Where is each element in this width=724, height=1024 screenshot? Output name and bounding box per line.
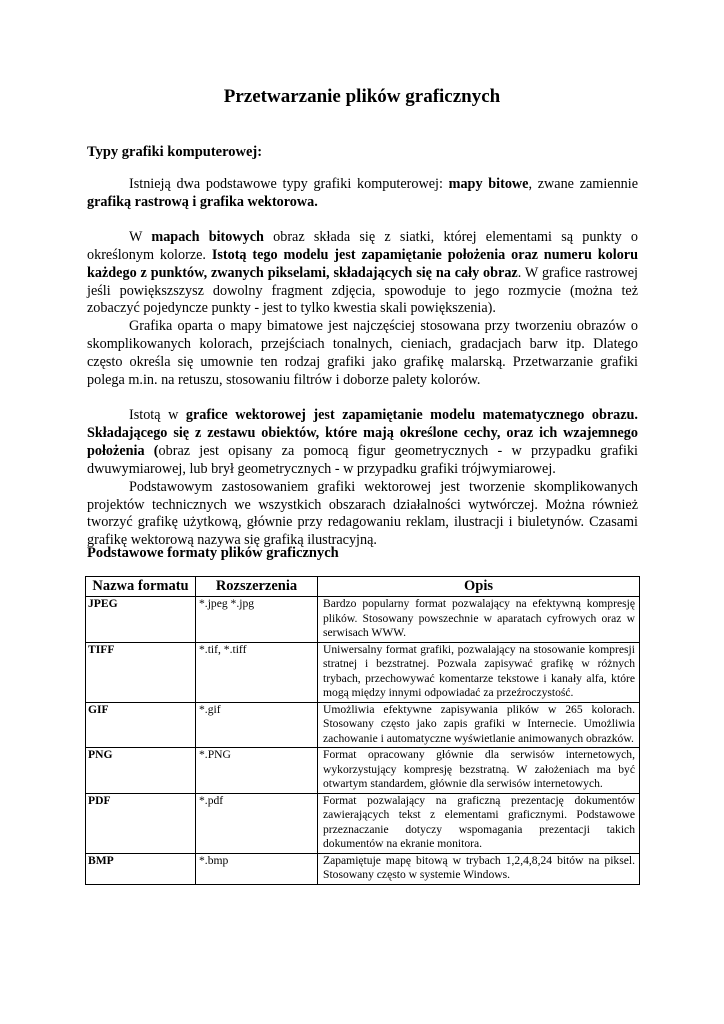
format-name: PNG: [86, 748, 196, 794]
paragraph-vector: Istotą w grafice wektorowej jest zapamiętanie modelu matematycznego obrazu. Składającego się z zestawu obiektów, które mają określone cechy, oraz ich wzajemnego położenia (obraz jest opisany za pomocą figur geometrycznych - w przypadku grafiki dwuwymiarowej, lub brył geometrycznych - w przypadku grafiki trójwymiarowej.: [87, 406, 638, 477]
format-name: BMP: [86, 853, 196, 884]
paragraph-bitmap-usage: Grafika oparta o mapy bimatowe jest najczęściej stosowana przy tworzeniu obrazów o skomplikowanych kolorach, przejściach tonalnych, cieniach, gradacjach barw itp. Dlatego często określa się umownie ten rodzaj grafiki jako grafikę malarską. Przetwarzanie grafiki polega m.in. na retuszu, stosowaniu filtrów i doborze palety kolorów.: [87, 318, 638, 389]
format-extensions: *.pdf: [196, 793, 318, 853]
table-row: [86, 597, 640, 643]
format-name: PDF: [86, 793, 196, 853]
paragraph-intro: Istnieją dwa podstawowe typy grafiki komputerowej: mapy bitowe, zwane zamiennie grafiką rastrową i grafika wektorowa.: [87, 176, 638, 210]
format-extensions: *.bmp: [196, 853, 318, 884]
section-heading-types: Typy grafiki komputerowej:: [87, 144, 263, 160]
paragraph-vector-usage: Podstawowym zastosowaniem grafiki wektorowej jest tworzenie skomplikowanych projektów technicznych we wszystkich obszarach działalności wytwórczej. Można również tworzyć grafikę użytkową, głównie przy redagowaniu reklam, ilustracji i biuletynów. Czasami grafikę wektorową nazywa się grafiką ilustracyjną.: [87, 478, 638, 549]
column-header-description: Opis: [318, 577, 640, 597]
format-extensions: *.gif: [196, 702, 318, 748]
column-header-extensions: Rozszerzenia: [196, 577, 318, 597]
table-header-row: [86, 577, 640, 597]
text-block-graphics-types: [87, 176, 638, 550]
format-description: Bardzo popularny format pozwalający na efektywną kompresję plików. Stosowany powszechnie w aparatach cyfrowych oraz w serwisach WWW.: [318, 597, 640, 643]
format-extensions: *.jpeg *.jpg: [196, 597, 318, 643]
column-header-name: Nazwa formatu: [86, 577, 196, 597]
format-description: Umożliwia efektywne zapisywania plików w 265 kolorach. Stosowany często jako zapis grafiki w Internecie. Umożliwia zachowanie i automatyczne wyświetlanie animowanych obrazków.: [318, 702, 640, 748]
formats-table: [85, 576, 640, 885]
format-extensions: *.tif, *.tiff: [196, 642, 318, 702]
format-description: Format opracowany głównie dla serwisów internetowych, wykorzystujący kompresję bezstratną. W założeniach ma być otwartym standardem, głównie dla serwisów internetowych.: [318, 748, 640, 794]
table-row: [86, 642, 640, 702]
format-description: Uniwersalny format grafiki, pozwalający na stosowanie kompresji stratnej i bezstratnej. Pozwala zapisywać grafikę w różnych trybach, przechowywać komentarze tekstowe i kanały alfa, które mogą między innymi odpowiadać za przeźroczystość.: [318, 642, 640, 702]
format-description: Zapamiętuje mapę bitową w trybach 1,2,4,8,24 bitów na piksel. Stosowany często w systemie Windows.: [318, 853, 640, 884]
table-row: [86, 853, 640, 884]
format-name: JPEG: [86, 597, 196, 643]
format-extensions: *.PNG: [196, 748, 318, 794]
format-name: TIFF: [86, 642, 196, 702]
table-row: [86, 748, 640, 794]
section-heading-formats: Podstawowe formaty plików graficznych: [87, 545, 339, 561]
table-row: [86, 702, 640, 748]
table-row: [86, 793, 640, 853]
paragraph-bitmaps: W mapach bitowych obraz składa się z siatki, której elementami są punkty o określonym kolorze. Istotą tego modelu jest zapamiętanie położenia oraz numeru koloru każdego z punktów, zwanych pikselami, składających się na cały obraz. W grafice rastrowej jeśli powiększszysz dowolny fragment zdjęcia, spowoduje to jego rozmycie (można też zobaczyć pojedyncze punkty - jest to tylko kwestia skali powiększenia).: [87, 228, 639, 317]
page-title: Przetwarzanie plików graficznych: [223, 86, 501, 107]
format-name: GIF: [86, 702, 196, 748]
format-description: Format pozwalający na graficzną prezentację dokumentów zawierających tekst z elementami graficznymi. Podstawowe przeznaczanie dotyczy wspomagania prezentacji takich dokumentów na ekranie monitora.: [318, 793, 640, 853]
